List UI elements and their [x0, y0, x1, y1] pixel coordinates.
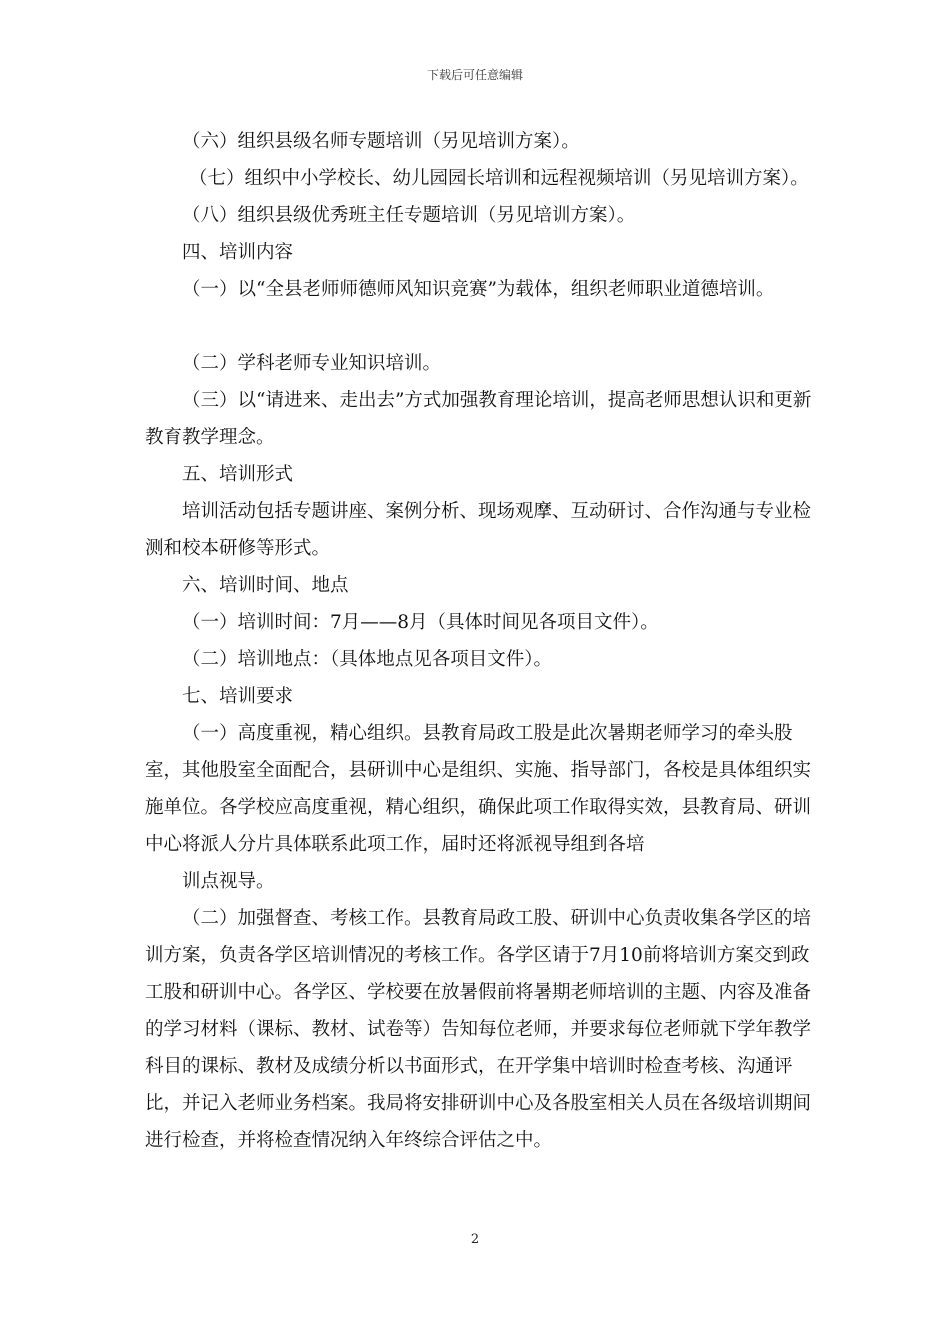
paragraph-content-1: （一）以“全县老师师德师风知识竞赛”为载体，组织老师职业道德培训。 — [182, 279, 775, 300]
paragraph-item-6: （六）组织县级名师专题培训（另见培训方案）。 — [182, 131, 580, 152]
section-heading-content: 四、培训内容 — [182, 242, 294, 263]
document-body — [145, 123, 825, 1159]
page-header: 下载后可任意编辑 — [426, 68, 523, 82]
paragraph-item-8: （八）组织县级优秀班主任专题培训（另见培训方案）。 — [182, 205, 636, 226]
page-number: 2 — [470, 1232, 480, 1247]
section-heading-form: 五、培训形式 — [182, 464, 294, 485]
paragraph-requirement-2: （二）加强督查、考核工作。县教育局政工股、研训中心负责收集各学区的培训方案，负责各学区培训情况的考核工作。各学区请于7月10前将培训方案交到政工股和研训中心。各学区、学校要在放暑假前将暑期老师培训的主题、内容及准备的学习材料（课标、教材、试卷等）告知每位老师，并要求每位老师就下学年教学科目的课标、教材及成绩分析以书面形式，在开学集中培训时检查考核、沟通评比，并记入老师业务档案。我局将安排研训中心及各股室相关人员在各级培训期间进行检查，并将检查情况纳入年终综合评估之中。 — [145, 908, 812, 1151]
section-heading-time-place: 六、培训时间、地点 — [182, 575, 349, 596]
paragraph-requirement-1-tail: 训点视导。 — [182, 871, 275, 892]
paragraph-place: （二）培训地点：（具体地点见各项目文件）。 — [182, 649, 553, 670]
paragraph-content-2: （二）学科老师专业知识培训。 — [182, 353, 442, 374]
paragraph-content-3: （三）以“请进来、走出去”方式加强教育理论培训，提高老师思想认识和更新教育教学理念。 — [145, 390, 812, 448]
paragraph-time: （一）培训时间：7月——8月（具体时间见各项目文件）。 — [182, 612, 659, 633]
section-heading-requirements: 七、培训要求 — [182, 686, 294, 707]
paragraph-item-7: （七）组织中小学校长、幼儿园园长培训和远程视频培训（另见培训方案）。 — [189, 168, 809, 189]
paragraph-requirement-1: （一）高度重视，精心组织。县教育局政工股是此次暑期老师学习的牵头股室，其他股室全面配合，县研训中心是组织、实施、指导部门，各校是具体组织实施单位。各学校应高度重视，精心组织，确保此项工作取得实效，县教育局、研训中心将派人分片具体联系此项工作，届时还将派视导组到各培 — [145, 723, 812, 855]
paragraph-form: 培训活动包括专题讲座、案例分析、现场观摩、互动研讨、合作沟通与专业检测和校本研修等形式。 — [145, 501, 812, 559]
